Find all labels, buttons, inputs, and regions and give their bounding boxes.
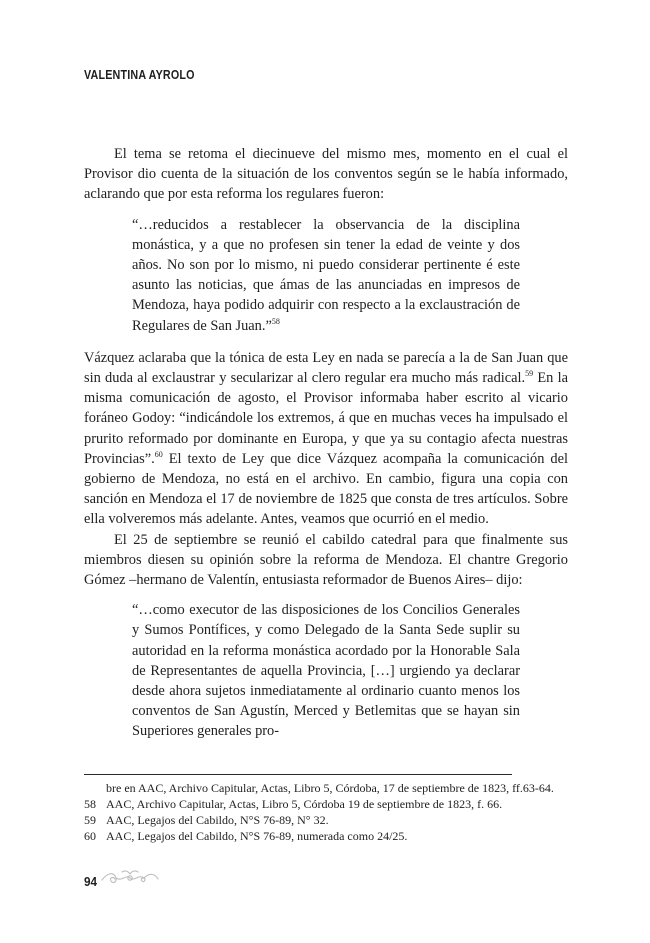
footnote-ref-60[interactable]: 60 [154, 450, 163, 460]
footnote-number: 58 [84, 797, 96, 811]
running-head: VALENTINA AYROLO [84, 68, 195, 82]
block-quote-2: “…como executor de las disposiciones de los Concilios Generales y Sumos Pontífices, y como Delegado de la Santa Sede suplir su autoridad en la reforma monástica acordado por la Honorable Sala de Representantes de aquella Provincia, […] urgiendo ya declarar desde ahora sujetos inmediatamente al ordinario cuanto menos los conventos de San Agustín, Merced y Betlemitas que se hayan sin Superiores generales pro- [132, 602, 520, 740]
footnote-text: AAC, Legajos del Cabildo, N°S 76-89, numerada como 24/25. [106, 829, 408, 843]
footnote-divider [84, 774, 512, 775]
footnote-59 [84, 812, 568, 828]
footnote-ref-58[interactable]: 58 [271, 316, 280, 326]
paragraph-2-part-c: El texto de Ley que dice Vázquez acompaña la comunicación del gobierno de Mendoza, no está en el archivo. En cambio, figura una copia con sanción en Mendoza el 17 de noviembre de 1825 que consta de tres artículos. Sobre ella volveremos más adelante. Antes, veamos que ocurrió en el medio. [84, 450, 568, 528]
block-quote-1 [132, 215, 520, 336]
main-text [84, 144, 568, 754]
paragraph-2-part-a: Vázquez aclaraba que la tónica de esta Ley en nada se parecía a la de San Juan que sin duda al exclaustrar y secularizar al clero regular era mucho más radical. [84, 349, 568, 387]
footnote-continuation: bre en AAC, Archivo Capitular, Actas, Libro 5, Córdoba, 17 de septiembre de 1823, ff.63-64. [106, 781, 554, 795]
paragraph-1: El tema se retoma el diecinueve del mismo mes, momento en el cual el Provisor dio cuenta de la situación de los conventos según se le había informado, aclarando que por esta reforma los regulares fueron: [84, 146, 568, 203]
footnote-60 [84, 828, 568, 844]
footnote-text: AAC, Archivo Capitular, Actas, Libro 5, Córdoba 19 de septiembre de 1823, f. 66. [106, 797, 503, 811]
footnote-58 [84, 796, 568, 812]
paragraph-2 [84, 348, 568, 530]
footnote-number: 59 [84, 813, 96, 827]
page-number: 94 [84, 874, 98, 889]
footnote-text: AAC, Legajos del Cabildo, N°S 76-89, N° 32. [106, 813, 329, 827]
flourish-ornament-icon [100, 868, 160, 888]
paragraph-2-part-b: En la misma comunicación de agosto, el Provisor informaba haber escrito al vicario foráneo Godoy: “indicándole los extremos, á que en muchas veces ha impulsado el prurito reformado por dominante en Europa, y que ya su contagio afecta nuestras Provincias”. [84, 370, 568, 467]
paragraph-3: El 25 de septiembre se reunió el cabildo catedral para que finalmente sus miembros diesen su opinión sobre la reforma de Mendoza. El chantre Gregorio Gómez –hermano de Valentín, entusiasta reformador de Buenos Aires– dijo: [84, 531, 568, 589]
footnote-number: 60 [84, 829, 96, 843]
footnote-ref-59[interactable]: 59 [525, 369, 534, 379]
footnotes [84, 780, 568, 844]
block-quote-1-text: “…reducidos a restablecer la observancia de la disciplina monástica, y a que no profesen sin tener la edad de veinte y dos años. No son por lo mismo, ni puedo considerar pertinente é este asunto las noticias, que ámas de las anunciadas en impresos de Mendoza, haya podido adquirir con respecto a la exclaustración de Regulares de San Juan.” [132, 216, 520, 334]
